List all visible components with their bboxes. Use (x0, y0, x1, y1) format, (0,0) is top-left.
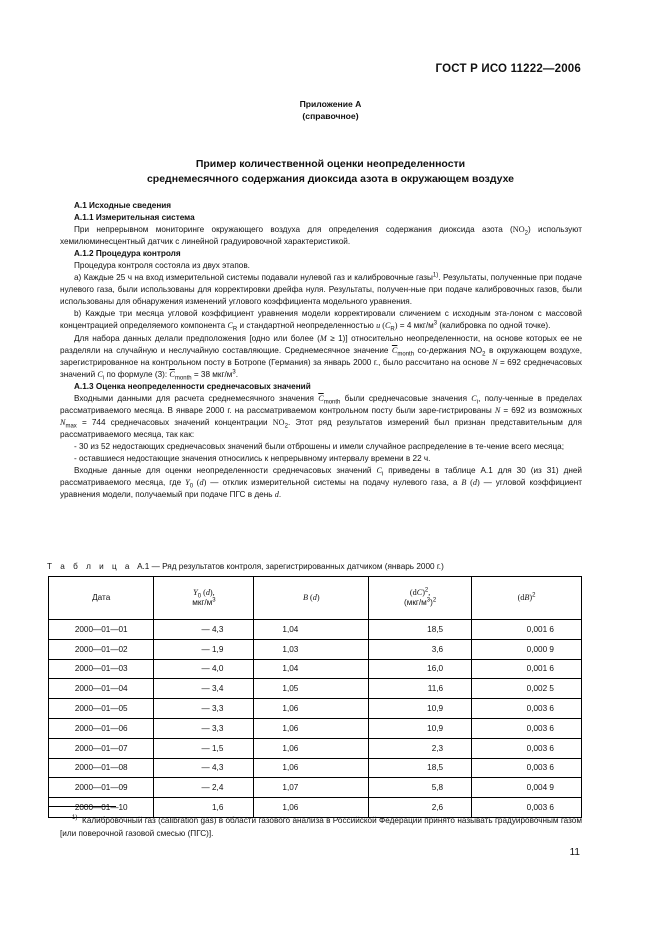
table-cell: 0,003 6 (472, 699, 582, 719)
table-cell: 1,6 (154, 798, 254, 818)
table-row (49, 699, 582, 719)
table-cell: — 4,3 (154, 758, 254, 778)
table-row (49, 639, 582, 659)
table-caption: Т а б л и ц а А.1 — Ряд результатов контроля, зарегистрированных датчиком (январь 2000 г.) (47, 562, 444, 571)
paragraph-a12-intro: Процедура контроля состояла из двух этапов. (74, 261, 250, 271)
footnote-mark: 1) (72, 815, 78, 822)
table-cell: 2,6 (369, 798, 472, 818)
table-cell: 0,003 6 (472, 758, 582, 778)
table-header-row (49, 577, 582, 620)
table-cell: 0,000 9 (472, 639, 582, 659)
table-cell: 1,06 (254, 798, 369, 818)
table-cell: 2,3 (369, 738, 472, 758)
table-cell: 1,06 (254, 738, 369, 758)
table-cell: 1,06 (254, 699, 369, 719)
results-table (48, 576, 582, 818)
paragraph-a12-a: а) Каждые 25 ч на вход измерительной системы подавали нулевой газ и калибровочные газы$^{1)}$. Результаты, полученные при подаче нулевого газа, были использованы для корректировки дрейфа нуля. Результаты, получен-ные при подаче калибровочных газов, были использованы для обнаружения изменений углового коэффициента модельного уравнения. (60, 272, 582, 307)
table-cell: 1,04 (254, 659, 369, 679)
section-a11: А.1.1 Измерительная система (74, 213, 195, 223)
paragraph-a13-inputs: Входными данными для расчета среднемесячного значения $\overline{C}_{month}$ были среднечасовые значения $C_i$, полу-ченные в пределах рассматриваемого месяца. В январе 2000 г. на рассматриваемом контрольном посту были заре-гистрированы N = 692 из возможных $N_{max} = 744$ среднечасовых значений концентрации $NO_2$. Этот ряд результатов измерений был признан представительным для рассматриваемого месяца, так как: (60, 393, 583, 439)
table-cell: 2000—01—10 (49, 798, 154, 818)
table-cell: 1,05 (254, 679, 369, 699)
paragraph-a13-table-intro: Входные данные для оценки неопределенности среднечасовых значений $C_i$ приведены в таблице А.1 для 30 (из 31) дней рассматриваемого месяца, где $Y_0$ (d) — отклик измерительной системы на подачу нулевого газа, а B (d) — угловой коэффициент уравнения модели, получаемый при подаче ПГС в день d. (60, 466, 583, 500)
table-row (49, 758, 582, 778)
list-item-2: - оставшиеся недостающие значения относились к непрерывному интервалу времени в 22 ч. (74, 453, 431, 463)
footnote-ref: 1) (432, 272, 439, 279)
header-db: (dB)$^2$ (472, 577, 582, 620)
table-cell: 3,6 (369, 639, 472, 659)
annex-title: Приложение А (299, 99, 362, 109)
table-cell: 0,003 6 (472, 798, 582, 818)
table-cell: 0,003 6 (472, 718, 582, 738)
table-row (49, 738, 582, 758)
document-title (0, 157, 661, 187)
list-item-1: - 30 из 52 недостающих среднечасовых значений были отброшены и имели случайное распределение в те-чение всего месяца; (74, 441, 564, 451)
table-cell: 10,9 (369, 699, 472, 719)
section-a13: А.1.3 Оценка неопределенности среднечасовых значений (74, 381, 311, 391)
header-dc: (dC)$^2$, $(мкг/м^3)^2$ (369, 577, 472, 620)
table-cell: 11,6 (369, 679, 472, 699)
table-cell: — 1,5 (154, 738, 254, 758)
header-b: B (d) (254, 577, 369, 620)
section-a1: А.1 Исходные сведения (74, 201, 172, 210)
document-header: ГОСТ Р ИСО 11222—2006 (435, 63, 581, 75)
table-cell: 1,03 (254, 639, 369, 659)
table-cell: — 1,9 (154, 639, 254, 659)
table-cell: 2000—01—04 (49, 679, 154, 699)
title-line-2: среднемесячного содержания диоксида азота в окружающем воздухе (146, 173, 515, 185)
table-cell: — 3,4 (154, 679, 254, 699)
table-cell: 2000—01—06 (49, 718, 154, 738)
table-row (49, 659, 582, 679)
table-row (49, 718, 582, 738)
table-cell: 0,001 6 (472, 620, 582, 640)
document-body (60, 200, 582, 501)
table-cell: 0,003 6 (472, 738, 582, 758)
page-number: 11 (569, 847, 580, 858)
table-row (49, 620, 582, 640)
table-cell: 18,5 (369, 620, 472, 640)
table-cell: 0,002 5 (472, 679, 582, 699)
table-cell: — 4,0 (154, 659, 254, 679)
paragraph-a12-b: b) Каждые три месяца угловой коэффициент уравнения модели корректировали сличением с исходным эта-лоном с массовой концентрацией определяемого компонента $C_R$ и стандартной неопределенностью u $(C_R) = 4$ мкг/$м^3$ (калибровка по одной точке). (60, 309, 582, 334)
paragraph-a11: При непрерывном мониторинге окружающего воздуха для определения содержания диоксида азота $(NO_2)$ используют хемилюминесцентный датчик с линейной градуировочной характеристикой. (60, 225, 582, 247)
table-cell: 2000—01—05 (49, 699, 154, 719)
title-line-1: Пример количественной оценки неопределенности (195, 158, 466, 170)
section-a12: А.1.2 Процедура контроля (74, 249, 181, 259)
footnote-divider (48, 806, 116, 807)
paragraph-a12-data: Для набора данных делали предположения [одно или более (M ≥ 1)] относительно неопределенности, на основе которых ее не разделяли на случайную и неслучайную составляющие. Среднемесячное значение $\overline{C}_{month}$ со-держания $NO_2$ в окружающем воздухе, зарегистрированное на контрольном посту в Ботропе (Германия) за январь 2000 г., было рассчитано на основе N = 692 среднечасовых значений $C_i$ по формуле (3): $\overline{C}_{month} = 38$ мкг/$м^3$. (60, 333, 583, 382)
table-cell: 5,8 (369, 778, 472, 798)
table-cell: 1,04 (254, 620, 369, 640)
table-cell: 2000—01—08 (49, 758, 154, 778)
table-cell: — 3,3 (154, 718, 254, 738)
header-y0: $Y_0$ (d), мкг/$м^3$ (154, 577, 254, 620)
table-cell: 2000—01—07 (49, 738, 154, 758)
table-cell: 1,06 (254, 718, 369, 738)
table-cell: 18,5 (369, 758, 472, 778)
footnote: $^{1)}$ Калибровочный газ (calibration gas) в области газового анализа в Российской Федерации принято называть градуировочным газом [или поверочной газовой смесью (ПГС)]. (60, 815, 582, 838)
table-cell: 0,001 6 (472, 659, 582, 679)
table-cell: 10,9 (369, 718, 472, 738)
table-cell: 2000—01—02 (49, 639, 154, 659)
table-cell: — 3,3 (154, 699, 254, 719)
table-row (49, 778, 582, 798)
annex-subtitle: (справочное) (302, 111, 359, 121)
table-row (49, 679, 582, 699)
table-cell: 2000—01—09 (49, 778, 154, 798)
table-cell: 0,004 9 (472, 778, 582, 798)
table-cell: 2000—01—01 (49, 620, 154, 640)
table-cell: — 2,4 (154, 778, 254, 798)
table-cell: 16,0 (369, 659, 472, 679)
table-cell: 1,07 (254, 778, 369, 798)
header-date: Дата (49, 577, 154, 620)
table-cell: — 4,3 (154, 620, 254, 640)
table-cell: 1,06 (254, 758, 369, 778)
table-cell: 2000—01—03 (49, 659, 154, 679)
